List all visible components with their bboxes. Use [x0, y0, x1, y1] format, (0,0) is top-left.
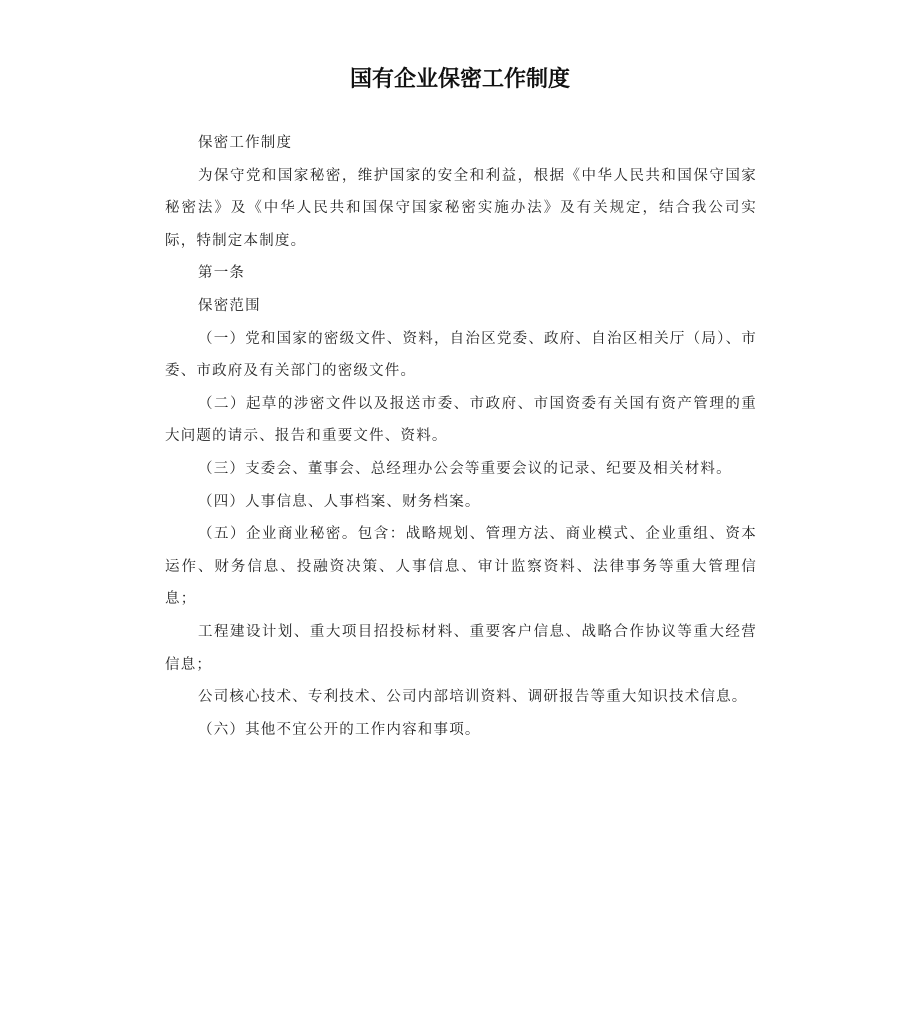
paragraph-item-5-engineering: 工程建设计划、重大项目招投标材料、重要客户信息、战略合作协议等重大经营信息；	[165, 623, 757, 673]
paragraph-item-3: （三）支委会、董事会、总经理办公会等重要会议的记录、纪要及相关材料。	[198, 460, 732, 477]
paragraph-article-number: 第一条	[198, 265, 246, 282]
paragraph-section-title: 保密范围	[198, 297, 261, 314]
paragraph-preamble: 为保守党和国家秘密，维护国家的安全和利益，根据《中华人民共和国保守国家秘密法》及《中华人民共和国保守国家秘密实施办法》及有关规定，结合我公司实际，特制定本制度。	[165, 167, 757, 249]
paragraph-item-1: （一）党和国家的密级文件、资料，自治区党委、政府、自治区相关厅（局）、市委、市政府及有关部门的密级文件。	[165, 330, 757, 380]
paragraph-item-5: （五）企业商业秘密。包含：战略规划、管理方法、商业模式、企业重组、资本运作、财务信息、投融资决策、人事信息、审计监察资料、法律事务等重大管理信息；	[165, 526, 757, 608]
paragraph-item-4: （四）人事信息、人事档案、财务档案。	[198, 493, 481, 510]
paragraph-heading: 保密工作制度	[198, 135, 293, 151]
paragraph-item-5-technology: 公司核心技术、专利技术、公司内部培训资料、调研报告等重大知识技术信息。	[198, 689, 748, 706]
document-title: 国有企业保密工作制度	[349, 67, 570, 92]
paragraph-item-6: （六）其他不宜公开的工作内容和事项。	[198, 721, 481, 738]
document-body	[165, 127, 757, 746]
paragraph-item-2: （二）起草的涉密文件以及报送市委、市政府、市国资委有关国有资产管理的重大问题的请示、报告和重要文件、资料。	[165, 395, 757, 445]
